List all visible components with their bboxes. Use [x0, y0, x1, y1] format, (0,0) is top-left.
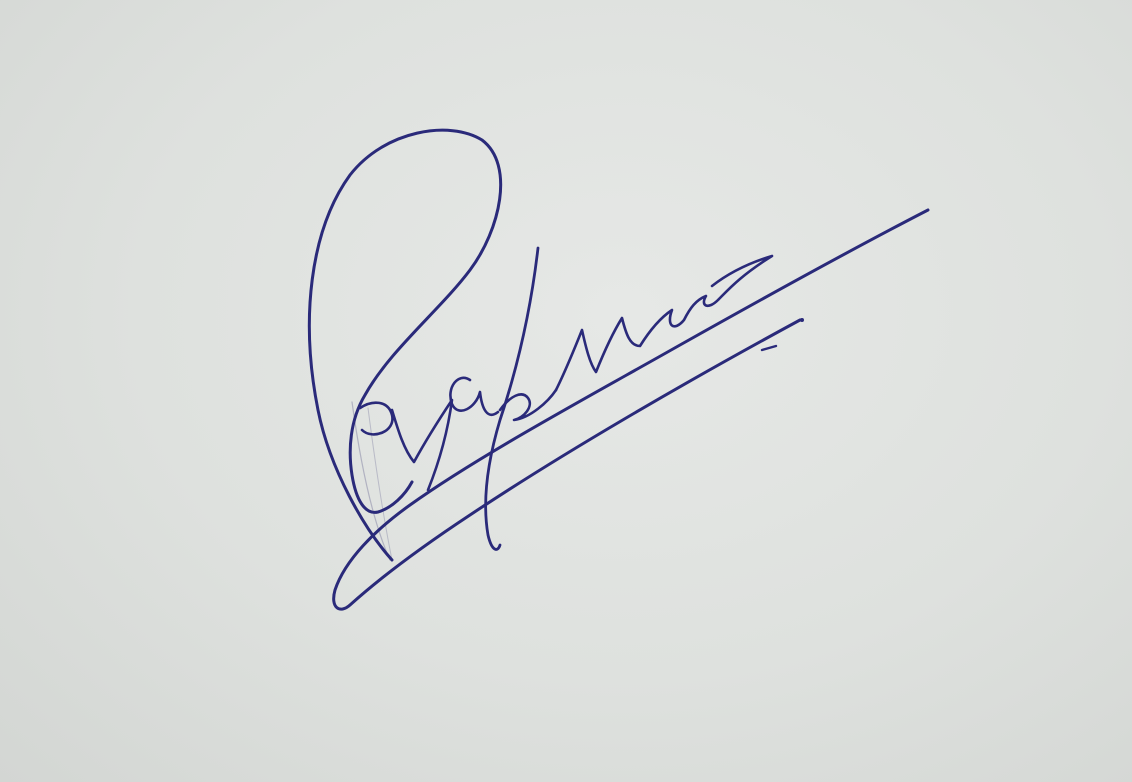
signature-underline-flourish — [334, 210, 928, 609]
signature-stroke-a — [450, 378, 498, 415]
signature-stroke-man — [556, 256, 772, 390]
signature-stroke-y — [360, 400, 452, 490]
signature-stroke-p-loop — [309, 130, 500, 560]
signature-dot-mark — [800, 318, 804, 322]
signature-dash-mark — [762, 346, 776, 350]
signature-strokes — [309, 130, 928, 609]
